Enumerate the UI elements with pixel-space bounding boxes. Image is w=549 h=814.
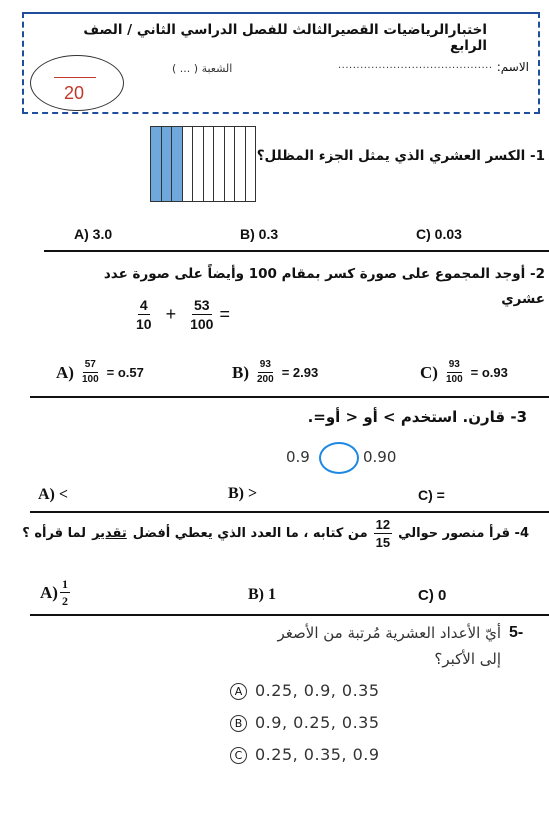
letter-b-circle: B [230, 715, 247, 732]
q2-question-line1: 2- أوجد المجموع على صورة كسر بمقام 100 وأيضاً على صورة عدد [103, 266, 545, 282]
q2-option-b[interactable]: B) $\frac{93}{200}$ = 2.93 [232, 359, 319, 385]
score-total: 20 [64, 83, 85, 103]
q3-right-value: 0.90 [363, 448, 397, 466]
name-field[interactable]: .......................................... [338, 60, 493, 71]
q5-question-line1: أيّ الأعداد العشرية مُرتبة من الأصغر [277, 624, 501, 642]
divider [30, 396, 549, 398]
q3-option-a[interactable]: A) < [38, 486, 68, 503]
q1-option-b[interactable]: B) 0.3 [240, 226, 279, 242]
section-label: الشعبة ( ... ) [172, 62, 233, 75]
q5-option-b[interactable]: B 0.9, 0.25, 0.35 [230, 713, 380, 732]
q4-question: 4- قرأ منصور حوالي $\frac{12}{15}$ من كتابه ، ما العدد الذي يعطي أفضل تقدير لما قرأه ؟ [22, 517, 529, 550]
q3-left-value: 0.9 [286, 448, 310, 466]
plus-sign: + [165, 304, 177, 324]
q4-option-a[interactable]: A) $\frac{1}{2}$ [40, 577, 68, 608]
header-top-rule [22, 12, 538, 14]
divider [30, 614, 549, 616]
score-line [54, 77, 96, 78]
name-label: الاسم: [496, 60, 529, 74]
q3-option-b[interactable]: B) > [228, 485, 258, 502]
unshaded-strip [245, 126, 257, 202]
tenths-strip-model [150, 126, 255, 204]
q5-number: 5- [509, 624, 524, 641]
q2-option-a[interactable]: A) $\frac{57}{100}$ = o.57 [56, 359, 144, 385]
q5-question-line2: إلى الأكبر؟ [434, 650, 501, 668]
letter-a-circle: A [230, 683, 247, 700]
q1-option-c[interactable]: C) 0.03 [416, 226, 462, 242]
page-title: اختبارالرياضيات القصيرالثالث للفصل الدراسي الثاني / الصف الرابع [83, 22, 487, 54]
q2-fraction-1: $\frac{4}{10}$ [136, 297, 152, 332]
q1-question: 1- الكسر العشري الذي يمثل الجزء المظلل؟ [256, 148, 545, 164]
compare-circle[interactable] [319, 442, 359, 474]
q4-option-c[interactable]: C) 0 [418, 587, 447, 604]
q2-option-c[interactable]: C) $\frac{93}{100}$ = o.93 [420, 359, 508, 385]
q2-expression [136, 298, 230, 331]
divider [44, 250, 549, 252]
q4-option-b[interactable]: B) 1 [248, 586, 276, 603]
q5-option-a[interactable]: A 0.25, 0.9, 0.35 [230, 681, 380, 700]
equals-sign: = [219, 304, 230, 324]
q5-option-c[interactable]: C 0.25, 0.35, 0.9 [230, 745, 380, 764]
q3-option-c[interactable]: C) = [418, 487, 445, 503]
q1-option-a[interactable]: A) 3.0 [74, 226, 113, 242]
letter-c-circle: C [230, 747, 247, 764]
q2-question-line2: عشري [501, 291, 545, 307]
q4-fraction: $\frac{12}{15}$ [375, 517, 391, 550]
q2-fraction-2: $\frac{53}{100}$ [190, 297, 214, 332]
divider [30, 511, 549, 513]
q3-question: 3- قارن. استخدم > أو < أو=. [307, 408, 527, 426]
